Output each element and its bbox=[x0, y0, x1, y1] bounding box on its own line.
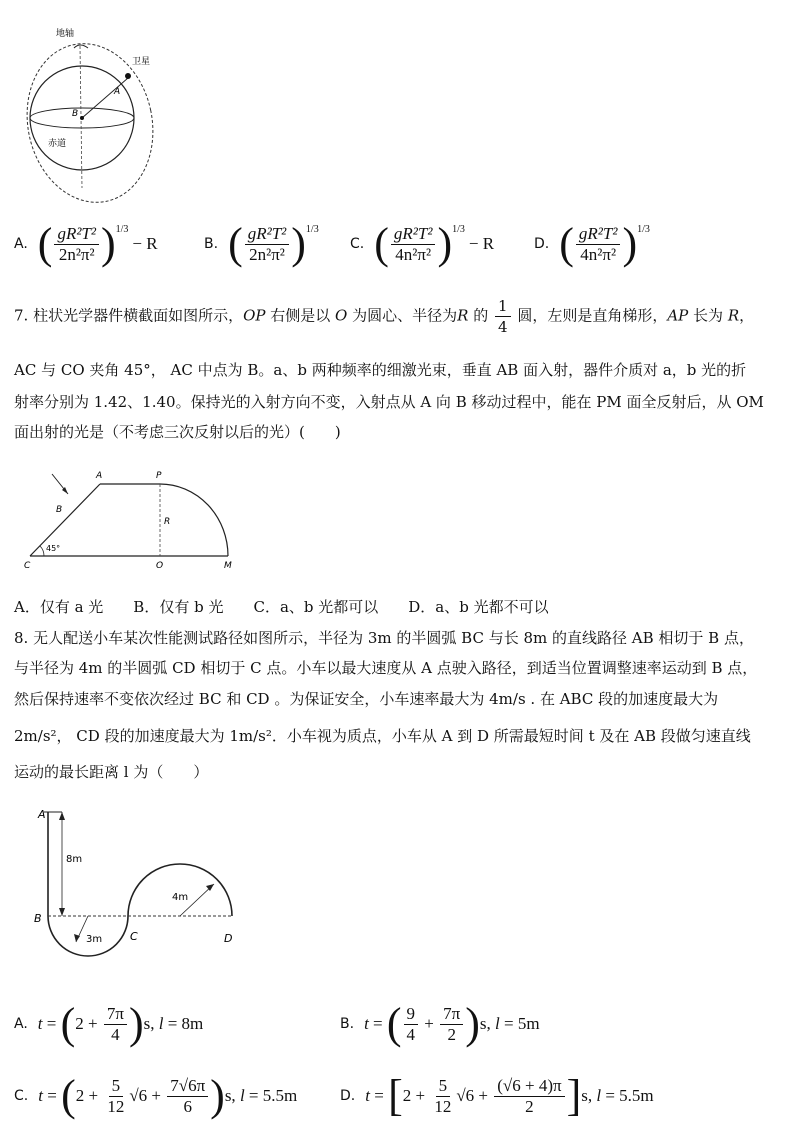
q8-radius2-label: 4m bbox=[172, 892, 189, 903]
q7-line3: 射率分别为 1.42、1.40。保持光的入射方向不变，入射点从 A 向 B 移动过程中，能在 PM 面全反射后，从 OM bbox=[14, 393, 764, 411]
q8-radius1-label: 3m bbox=[86, 934, 103, 945]
q6-option-a[interactable] bbox=[14, 219, 158, 268]
q8-option-b[interactable]: B. t = ( $\frac{9}{4}$ + $\frac{7\pi}{2}$ ) s, l = 5m bbox=[340, 999, 540, 1048]
optical-device-figure bbox=[18, 460, 240, 572]
q8-point-a: A bbox=[38, 808, 46, 821]
q7-point-b: B bbox=[56, 505, 63, 515]
q7-line2: AC 与 CO 夹角 45°， AC 中点为 B。a、b 两种频率的细激光束，垂直 AB 面入射，器件介质对 a，b 光的折 bbox=[14, 361, 747, 379]
q8-length-label: 8m bbox=[66, 854, 83, 865]
q8-line1: 8. 无人配送小车某次性能测试路径如图所示，半径为 3m 的半圆弧 BC 与长 8m 的直线路径 AB 相切于 B 点， bbox=[14, 629, 754, 647]
equator-label: 赤道 bbox=[48, 139, 67, 149]
option-label: D. bbox=[534, 236, 550, 252]
q7-point-a: A bbox=[96, 471, 103, 481]
q8-point-d: D bbox=[224, 932, 233, 945]
q8-option-b-expr: t = ( $\frac{9}{4}$ + $\frac{7\pi}{2}$ ) s, l = 5m bbox=[364, 999, 540, 1048]
q8-option-d[interactable]: D. t = [ 2 + $\frac{5}{12}$ √6 + $\frac{(√6 + 4)\pi}{2}$ ] s, l = 5.5m bbox=[340, 1071, 654, 1120]
q6-option-b[interactable] bbox=[204, 219, 319, 268]
q8-line3: 然后保持速率不变依次经过 BC 和 CD 。为保证安全，小车速率最大为 4m/s . 在 ABC 段的加速度最大为 bbox=[14, 690, 719, 708]
q6-option-c[interactable] bbox=[350, 219, 495, 268]
q8-option-a-expr: t = ( 2 + $\frac{7\pi}{4}$ ) s, l = 8m bbox=[37, 999, 204, 1048]
q7-radius-label: R bbox=[164, 517, 171, 527]
q7-line1: 7. 柱状光学器件横截面如图所示，OP 右侧是以 O 为圆心、半径为R 的 $\frac{1}{4}$ 圆，左则是直角梯形，AP 长为 R， bbox=[14, 297, 755, 336]
option-label: C. bbox=[350, 236, 365, 252]
q8-option-c-expr: t = ( 2 + $\frac{5}{12}$ √6 + $\frac{7√6\pi}{6}$ ) s, l = 5.5m bbox=[38, 1071, 298, 1120]
q8-point-b: B bbox=[34, 912, 42, 925]
point-b-label: B bbox=[72, 109, 79, 119]
option-expr: ( $\frac{\text{gR²T²}}{\text{2n²π²}}$ ) 1/3 bbox=[228, 219, 319, 268]
q8-option-a[interactable]: A. t = ( 2 + $\frac{7\pi}{4}$ ) s, l = 8m bbox=[14, 999, 204, 1048]
option-label: B. bbox=[204, 236, 219, 252]
q7-options: A．仅有 a 光 B．仅有 b 光 C．a、b 光都可以 D．a、b 光都不可以 bbox=[14, 598, 549, 616]
q8-line2: 与半径为 4m 的半圆弧 CD 相切于 C 点。小车以最大速度从 A 点驶入路径，到适当位置调整速率运动到 B 点， bbox=[14, 659, 758, 677]
q6-option-d[interactable] bbox=[534, 219, 650, 268]
axis-label: 地轴 bbox=[56, 29, 75, 39]
q8-line5: 运动的最长距离 l 为（ ） bbox=[14, 763, 209, 781]
option-expr: ( $\frac{\text{gR²T²}}{\text{2n²π²}}$ ) 1/3 − R bbox=[37, 219, 158, 268]
earth-satellite-figure bbox=[20, 18, 160, 208]
option-expr: ( $\frac{\text{gR²T²}}{\text{4n²π²}}$ ) 1/3 bbox=[559, 219, 650, 268]
q7-point-c: C bbox=[24, 561, 31, 571]
q7-point-m: M bbox=[224, 561, 232, 571]
q7-point-p: P bbox=[156, 471, 162, 481]
q8-option-d-expr: t = [ 2 + $\frac{5}{12}$ √6 + $\frac{(√6 + 4)\pi}{2}$ ] s, l = 5.5m bbox=[365, 1071, 654, 1120]
path-figure bbox=[26, 800, 248, 970]
option-expr: ( $\frac{\text{gR²T²}}{\text{4n²π²}}$ ) 1/3 − R bbox=[374, 219, 495, 268]
q7-point-o: O bbox=[156, 561, 164, 571]
point-a-label: A bbox=[114, 87, 121, 97]
q7-angle-label: 45° bbox=[46, 544, 61, 553]
q7-line4: 面出射的光是（不考虑三次反射以后的光）( ) bbox=[14, 423, 341, 441]
satellite-label: 卫星 bbox=[132, 57, 151, 67]
q8-point-c: C bbox=[130, 930, 138, 943]
q8-option-c[interactable]: C. t = ( 2 + $\frac{5}{12}$ √6 + $\frac{7√6\pi}{6}$ ) s, l = 5.5m bbox=[14, 1071, 298, 1120]
q8-line4: 2m/s²， CD 段的加速度最大为 1m/s²．小车视为质点，小车从 A 到 D 所需最短时间 t 及在 AB 段做匀速直线 bbox=[14, 727, 751, 745]
option-label: A. bbox=[14, 236, 28, 252]
